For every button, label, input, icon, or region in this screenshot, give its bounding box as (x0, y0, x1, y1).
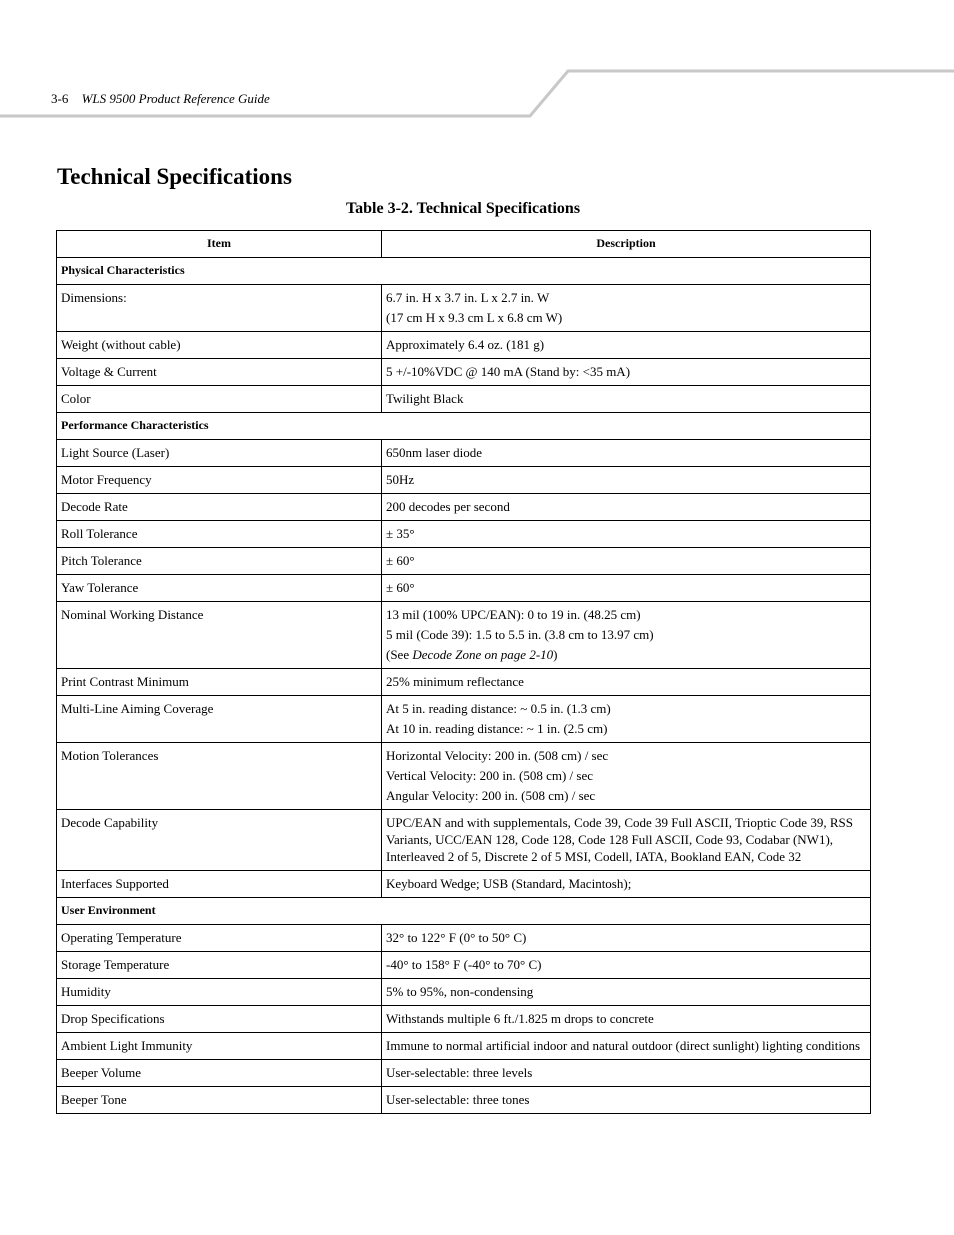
table-row (57, 359, 871, 386)
cross-reference-line (386, 646, 864, 663)
table-row (57, 1033, 871, 1060)
description-line: (17 cm H x 9.3 cm L x 6.8 cm W) (386, 310, 563, 325)
description-line: ± 60° (386, 580, 415, 595)
description-line: ± 60° (386, 553, 415, 568)
description-cell (382, 386, 871, 413)
table-row (57, 1087, 871, 1114)
item-cell: Multi-Line Aiming Coverage (57, 696, 382, 743)
specifications-table-body (57, 258, 871, 1114)
page-number: 3-6 (51, 91, 69, 106)
table-row (57, 979, 871, 1006)
description-cell (382, 521, 871, 548)
table-row (57, 440, 871, 467)
table-row (57, 602, 871, 669)
table-caption: Table 3-2. Technical Specifications (345, 200, 581, 217)
description-cell (382, 494, 871, 521)
description-cell (382, 871, 871, 898)
description-line: 5% to 95%, non-condensing (386, 984, 534, 999)
description-line: 25% minimum reflectance (386, 674, 524, 689)
table-row (57, 871, 871, 898)
description-line: At 5 in. reading distance: ~ 0.5 in. (1.3 cm) (386, 701, 611, 716)
description-cell (382, 285, 871, 332)
reference-suffix: ) (553, 647, 558, 662)
description-cell (382, 952, 871, 979)
table-row (57, 285, 871, 332)
item-cell: Pitch Tolerance (57, 548, 382, 575)
description-cell (382, 1087, 871, 1114)
table-row (57, 743, 871, 810)
table-row (57, 952, 871, 979)
item-cell: Print Contrast Minimum (57, 669, 382, 696)
description-line: At 10 in. reading distance: ~ 1 in. (2.5 cm) (386, 721, 608, 736)
table-row (57, 332, 871, 359)
description-cell (382, 467, 871, 494)
item-cell: Interfaces Supported (57, 871, 382, 898)
description-line: 50Hz (386, 472, 415, 487)
description-line: 13 mil (100% UPC/EAN): 0 to 19 in. (48.25 cm) (386, 607, 641, 622)
cross-reference-link[interactable]: Decode Zone on page 2-10 (412, 647, 554, 662)
description-line: 6.7 in. H x 3.7 in. L x 2.7 in. W (386, 290, 550, 305)
item-cell: Drop Specifications (57, 1006, 382, 1033)
item-cell: Ambient Light Immunity (57, 1033, 382, 1060)
specifications-table (56, 230, 871, 1114)
item-cell: Humidity (57, 979, 382, 1006)
description-line: 200 decodes per second (386, 499, 510, 514)
section-heading: User Environment (57, 898, 871, 925)
description-text: Immune to normal artificial indoor and natural outdoor (direct sunlight) lighting conditions (386, 1038, 861, 1053)
item-cell: Decode Capability (57, 810, 382, 871)
table-row (57, 669, 871, 696)
description-line: Twilight Black (386, 391, 464, 406)
table-row (57, 696, 871, 743)
description-cell (382, 669, 871, 696)
item-cell: Motor Frequency (57, 467, 382, 494)
table-row (57, 467, 871, 494)
description-cell (382, 1060, 871, 1087)
description-cell (382, 743, 871, 810)
item-cell: Storage Temperature (57, 952, 382, 979)
description-line: Horizontal Velocity: 200 in. (508 cm) / sec (386, 748, 609, 763)
item-cell: Dimensions: (57, 285, 382, 332)
description-line: User-selectable: three tones (386, 1092, 530, 1107)
description-line: 32° to 122° F (0° to 50° C) (386, 930, 527, 945)
description-cell (382, 1033, 871, 1060)
section-heading: Performance Characteristics (57, 413, 871, 440)
item-cell: Roll Tolerance (57, 521, 382, 548)
table-header-row (57, 231, 871, 258)
description-line: 650nm laser diode (386, 445, 483, 460)
item-cell: Voltage & Current (57, 359, 382, 386)
description-cell (382, 575, 871, 602)
section-title: Technical Specifications (57, 164, 292, 189)
description-cell (382, 359, 871, 386)
item-cell: Beeper Volume (57, 1060, 382, 1087)
table-row (57, 548, 871, 575)
item-cell: Yaw Tolerance (57, 575, 382, 602)
description-line: -40° to 158° F (-40° to 70° C) (386, 957, 542, 972)
section-row (57, 258, 871, 285)
item-cell: Decode Rate (57, 494, 382, 521)
description-line: Keyboard Wedge; USB (Standard, Macintosh); (386, 876, 632, 891)
description-line: ± 35° (386, 526, 415, 541)
description-cell (382, 925, 871, 952)
guide-title: WLS 9500 Product Reference Guide (81, 91, 270, 106)
description-cell (382, 440, 871, 467)
description-cell (382, 1006, 871, 1033)
item-cell: Beeper Tone (57, 1087, 382, 1114)
table-row (57, 1006, 871, 1033)
description-line: Withstands multiple 6 ft./1.825 m drops to concrete (386, 1011, 654, 1026)
description-text: UPC/EAN and with supplementals, Code 39, Code 39 Full ASCII, Trioptic Code 39, RSS Variants, UCC/EAN 128, Code 128, Code 128 Full ASCII, Code 93, Codabar (NW1), Interleaved 2 of 5, Discrete 2 of 5 MSI, Codell, IATA, Bookland EAN, Code 32 (386, 815, 853, 864)
item-cell: Light Source (Laser) (57, 440, 382, 467)
column-header-description: Description (382, 231, 871, 258)
section-row (57, 413, 871, 440)
description-line: 5 +/-10%VDC @ 140 mA (Stand by: <35 mA) (386, 364, 631, 379)
running-header (51, 91, 270, 107)
description-cell (382, 979, 871, 1006)
table-row (57, 1060, 871, 1087)
item-cell: Operating Temperature (57, 925, 382, 952)
table-row (57, 521, 871, 548)
item-cell: Nominal Working Distance (57, 602, 382, 669)
description-cell (382, 810, 871, 871)
description-cell (382, 602, 871, 669)
reference-prefix: (See (386, 647, 413, 662)
description-cell (382, 548, 871, 575)
description-line: User-selectable: three levels (386, 1065, 533, 1080)
description-line: 5 mil (Code 39): 1.5 to 5.5 in. (3.8 cm to 13.97 cm) (386, 627, 654, 642)
table-row (57, 494, 871, 521)
table-row (57, 386, 871, 413)
description-line: Angular Velocity: 200 in. (508 cm) / sec (386, 788, 596, 803)
section-heading: Physical Characteristics (57, 258, 871, 285)
item-cell: Color (57, 386, 382, 413)
description-cell (382, 332, 871, 359)
table-row (57, 575, 871, 602)
section-row (57, 898, 871, 925)
table-row (57, 925, 871, 952)
item-cell: Weight (without cable) (57, 332, 382, 359)
table-row (57, 810, 871, 871)
description-cell (382, 696, 871, 743)
column-header-item: Item (57, 231, 382, 258)
item-cell: Motion Tolerances (57, 743, 382, 810)
description-line: Vertical Velocity: 200 in. (508 cm) / sec (386, 768, 593, 783)
description-line: Approximately 6.4 oz. (181 g) (386, 337, 545, 352)
